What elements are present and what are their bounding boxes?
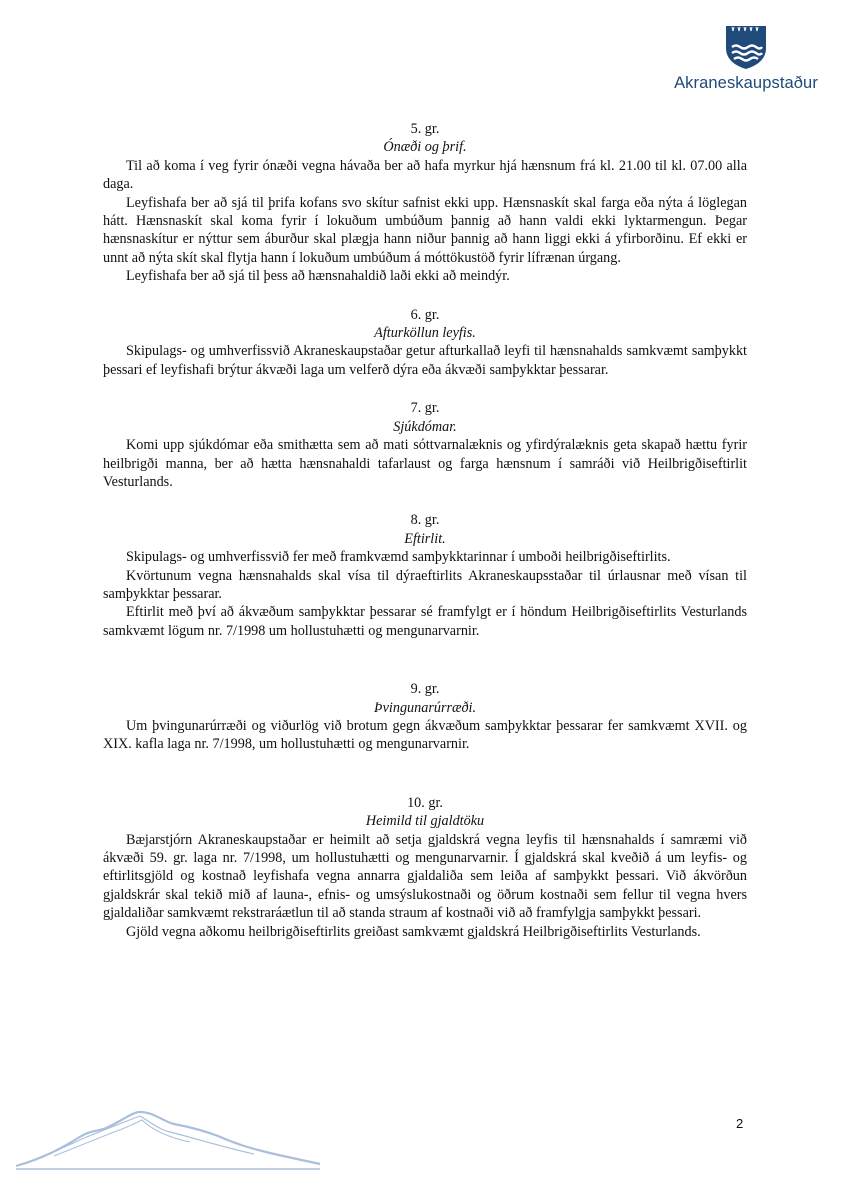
article-paragraph: Um þvingunarúrræði og viðurlög við brotum gegn ákvæðum samþykktar þessarar fer samkvæmt XVII. og XIX. kafla laga nr. 7/1998, um hollustuhætti og mengunarvarnir.	[103, 717, 747, 753]
article-title: Sjúkdómar.	[393, 418, 457, 435]
article-title: Heimild til gjaldtöku	[365, 813, 485, 830]
article-title: Þvingunarúrræði.	[373, 699, 477, 716]
article-paragraph: Til að koma í veg fyrir ónæði vegna hávaða ber að hafa myrkur hjá hænsnum frá kl. 21.00 til kl. 07.00 alla daga.	[103, 157, 747, 193]
article-number: 10. gr.	[407, 794, 443, 811]
document-body	[103, 120, 747, 941]
article-paragraph: Leyfishafa ber að sjá til þess að hænsnahaldið laði ekki að meindýr.	[126, 268, 510, 285]
article-title: Ónæði og þrif.	[383, 139, 467, 156]
article-paragraph: Eftirlit með því að ákvæðum samþykktar þessarar sé framfylgt er í höndum Heilbrigðiseftirlits Vesturlands samkvæmt lögum nr. 7/1998 um hollustuhætti og mengunarvarnir.	[103, 604, 747, 639]
article-paragraph: Skipulags- og umhverfissvið Akraneskaupstaðar getur afturkallað leyfi til hænsnahalds samkvæmt samþykkt þessari ef leyfishafi brýtur ákvæði laga um velferð dýra eða ákvæði samþykktar þessarar.	[103, 343, 747, 378]
article-5	[103, 120, 747, 286]
article-paragraph: Gjöld vegna aðkomu heilbrigðiseftirlits greiðast samkvæmt gjaldskrá Heilbrigðiseftirlits Vesturlands.	[126, 923, 701, 940]
article-title: Eftirlit.	[404, 530, 446, 547]
article-number: 6. gr.	[410, 306, 440, 323]
article-number: 7. gr.	[410, 400, 440, 417]
article-number: 8. gr.	[410, 512, 440, 529]
article-paragraph: Bæjarstjórn Akraneskaupstaðar er heimilt að setja gjaldskrá vegna leyfis til hænsnahalds í samræmi við ákvæði 59. gr. laga nr. 7/1998, um hollustuhætti og mengunarvarnir. Í gjaldskrá skal kveðið á um leyfis- og eftirlitsgjöld og kostnað leyfishafa vegna annarra gjaldaliða sem leiða af samþykkt þessari. Við ákvörðun gjaldskrár skal tekið mið af launa-, efnis- og umsýslukostnaði og öðrum kostnaði sem fellur til vegna hvers gjaldaliðar samkvæmt rekstraráætlun til að standa straum af kostnaði við að framfylgja samþykkt þessari.	[103, 831, 747, 922]
article-number: 5. gr.	[410, 121, 440, 137]
mountain-line-art	[14, 1108, 324, 1174]
article-7	[103, 399, 747, 491]
article-paragraph: Skipulags- og umhverfissvið fer með framkvæmd samþykktarinnar í umboði heilbrigðiseftirlits.	[126, 549, 671, 566]
town-crest-icon	[724, 24, 768, 70]
article-6	[103, 306, 747, 380]
town-logo	[673, 24, 819, 96]
article-paragraph: Komi upp sjúkdómar eða smithætta sem að mati sóttvarnalæknis og yfirdýralæknis geta skapað hættu fyrir heilbrigði manna, ber að hætta hænsnahaldi tafarlaust og farga hænsnum í samráði við Heilbrigðiseftirlit Vesturlands.	[103, 437, 747, 490]
article-9	[103, 680, 747, 754]
page-number: 2	[736, 1116, 744, 1131]
article-paragraph: Kvörtunum vegna hænsnahalds skal vísa til dýraeftirlits Akraneskaupsstaðar til úrlausnar með vísan til samþykktar þessarar.	[103, 567, 747, 602]
article-paragraph: Leyfishafa ber að sjá til þrifa kofans svo skítur safnist ekki upp. Hænsnaskít skal farga eða nýta á löglegan hátt. Hænsnaskít skal koma fyrir í lokuðum umbúðum þannig að hann valdi ekki lyktarmengun. Þegar hænsnaskítur er nýttur sem áburður skal plægja hann niður þannig að hann liggi ekki á yfirborðinu. Ef ekki er unnt að nýta skít skal flytja hann í lokuðum umbúðum á móttökustöð fyrir lífrænan úrgang.	[103, 194, 747, 266]
article-title: Afturköllun leyfis.	[374, 325, 476, 342]
article-8	[103, 511, 747, 640]
article-number: 9. gr.	[410, 681, 440, 698]
article-10	[103, 794, 747, 941]
logo-wordmark: Akraneskaupstaður	[674, 74, 818, 92]
